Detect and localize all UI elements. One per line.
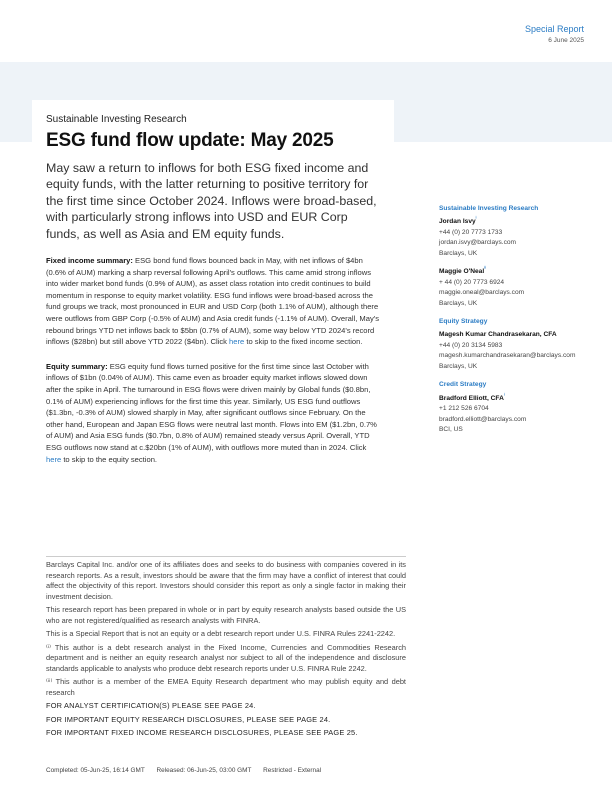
top-band — [0, 0, 612, 62]
divider — [46, 556, 406, 557]
disclosures — [46, 560, 406, 742]
report-date: 6 June 2025 — [548, 37, 584, 44]
analyst-name: Jordan Isvy$^{^i}$ — [439, 216, 477, 226]
main-content — [32, 100, 394, 465]
fixed-income-tail: to skip to the fixed income section. — [244, 337, 363, 347]
group-credit-strategy: Credit Strategy — [439, 381, 487, 389]
analyst-name: Maggie O'Neal$^{^{ii}}$ — [439, 266, 486, 276]
disclosure-special-report: This is a Special Report that is not an equity or a debt research report under U.S. FINRA Rules 2241-2242. — [46, 629, 396, 638]
report-type: Special Report — [524, 24, 584, 34]
analyst-entity: Barclays, UK — [439, 249, 478, 257]
equity-label: Equity summary: — [46, 361, 108, 371]
equity-disclosure-notice: FOR IMPORTANT EQUITY RESEARCH DISCLOSURES, PLEASE SEE PAGE 24. — [46, 714, 331, 724]
footer — [46, 767, 406, 774]
analyst-entity: Barclays, UK — [439, 362, 478, 370]
fixed-income-disclosure-notice: FOR IMPORTANT FIXED INCOME RESEARCH DISCLOSURES, PLEASE SEE PAGE 25. — [46, 728, 358, 737]
analyst-sidebar — [439, 204, 604, 435]
analyst-email[interactable]: bradford.elliott@barclays.com — [439, 415, 527, 423]
completed-timestamp: Completed: 05-Jun-25, 16:14 GMT — [46, 767, 145, 774]
classification: Restricted - External — [263, 767, 322, 774]
equity-summary — [46, 361, 380, 465]
group-equity-strategy: Equity Strategy — [439, 318, 488, 326]
analyst-name: Bradford Elliott, $CFA^{^i}$ — [439, 392, 505, 402]
analyst-email[interactable]: maggie.oneal@barclays.com — [439, 289, 525, 297]
equity-tail: to skip to the equity section. — [61, 454, 158, 464]
certification-notice: FOR ANALYST CERTIFICATION(S) PLEASE SEE PAGE 24. — [46, 701, 256, 710]
kicker: Sustainable Investing Research — [46, 114, 187, 125]
fixed-income-label: Fixed income summary: — [46, 256, 133, 266]
lead-paragraph: May saw a return to inflows for both ESG fixed income and equity funds, with the latter returning to positive territory for the first time since October 2024. Inflows were broad-based, with particularly strong inflows into USD and EUR Corp funds, as well as Asia and EM equity funds. — [46, 161, 377, 241]
disclosure-finra: This research report has been prepared in whole or in part by equity research analysts based outside the US who are not registered/qualified as research analysts with FINRA. — [46, 605, 406, 625]
analyst-name: Magesh Kumar Chandrasekaran, CFA — [439, 331, 557, 339]
analyst-phone: +1 212 526 6704 — [439, 405, 489, 413]
released-timestamp: Released: 06-Jun-25, 03:00 GMT — [156, 767, 252, 774]
equity-link[interactable]: here — [46, 454, 62, 464]
analyst-entity: BCI, US — [439, 426, 463, 434]
analyst-phone: + 44 (0) 20 7773 6924 — [439, 278, 505, 286]
fixed-income-link[interactable]: here — [229, 337, 245, 347]
fixed-income-text: ESG bond fund flows bounced back in May, with net inflows of $4bn (0.6% of AUM) marking a sharp reversal following April's outflows. This came amid strong inflows into wider market bond funds (0.9% of AUM), as asset class rotation into credit continues to build momentum in response to equity market volatility. ESG fund inflows were broad-based across the fund groups we track, most pronounced in EUR and USD Corp (both 1.1% of AUM), although there were outflows from GBP Corp (-0.5% of AUM) and Asia credit funds (-1.1% of AUM). Overall, May's rebound brings YTD net inflows back to $5bn (0.7% of AUM), some way below YTD 2024's record inflows ($28bn) but still above YTD 2022 ($4bn). Click — [46, 256, 380, 347]
disclosure-emea-analyst: ⁽ⁱⁱ⁾ This author is a member of the EMEA Equity Research department who may publish equity and debt research — [46, 677, 406, 697]
group-sustainable: Sustainable Investing Research — [439, 205, 539, 212]
equity-text: ESG equity fund flows turned positive for the first time since last October with inflows of $1bn (0.04% of AUM). This came even as broader equity market inflows slowed down after the spike in April. The turnaround in ESG flows were driven mainly by Global funds ($0.8bn, 0.1% of AUM) experiencing inflows for the first time this year. Similarly, US ESG fund outflows ($1.3bn, -0.3% of AUM) slowed sharply in May, after significant outflows since February. On the other hand, European and Japan ESG flows were neutral last month. Flows into EM ($1.2bn, 0.7% of AUM) and Asia ESG funds ($0.7bn, 0.8% of AUM) remained steady versus April. Overall, YTD ESG outflows now stand at c.$20bn (1% of AUM), with outflows more muted than in 2024. Click — [46, 361, 377, 452]
disclosure-conflict: Barclays Capital Inc. and/or one of its affiliates does and seeks to do business with companies covered in its research reports. As a result, investors should be aware that the firm may have a conflict of interest that could affect the objectivity of this report. Investors should consider this report as only a single factor in making their investment decision. — [46, 560, 406, 601]
analyst-entity: Barclays, UK — [439, 299, 478, 307]
analyst-phone: +44 (0) 20 7773 1733 — [439, 229, 503, 236]
analyst-email[interactable]: magesh.kumarchandrasekaran@barclays.com — [439, 352, 576, 360]
analyst-email[interactable]: jordan.isvy@barclays.com — [439, 239, 517, 247]
fixed-income-summary — [46, 255, 380, 348]
disclosure-debt-analyst: ⁽ⁱ⁾ This author is a debt research analyst in the Fixed Income, Currencies and Commodities Research department and is neither an equity research analyst nor subject to all of the independence and disclosure standards applicable to analysts who produce debt research reports under U.S. FINRA Rule 2242. — [46, 642, 406, 673]
page-title: ESG fund flow update: May 2025 — [46, 130, 334, 151]
analyst-phone: +44 (0) 20 3134 5983 — [439, 342, 503, 350]
